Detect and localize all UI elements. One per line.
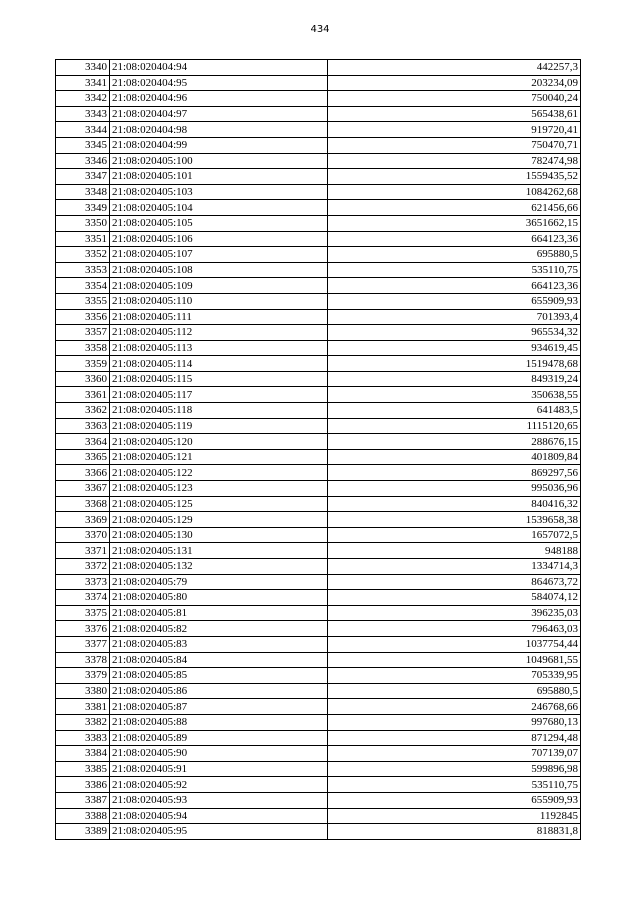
- cadastral-number-cell: 21:08:020405:92: [110, 777, 328, 793]
- table-row: [56, 200, 581, 216]
- cadastral-number-cell: 21:08:020404:96: [110, 91, 328, 107]
- row-number-cell: 3354: [56, 278, 110, 294]
- cadastral-value-cell: 796463,03: [328, 621, 581, 637]
- cadastral-value-cell: 655909,93: [328, 293, 581, 309]
- cadastral-number-cell: 21:08:020404:99: [110, 137, 328, 153]
- table-row: [56, 481, 581, 497]
- table-row: [56, 824, 581, 840]
- cadastral-number-cell: 21:08:020405:125: [110, 496, 328, 512]
- cadastral-value-cell: 442257,3: [328, 60, 581, 76]
- table-row: [56, 777, 581, 793]
- cadastral-value-cell: 750470,71: [328, 137, 581, 153]
- row-number-cell: 3376: [56, 621, 110, 637]
- row-number-cell: 3344: [56, 122, 110, 138]
- cadastral-number-cell: 21:08:020405:111: [110, 309, 328, 325]
- cadastral-number-cell: 21:08:020405:130: [110, 527, 328, 543]
- row-number-cell: 3375: [56, 605, 110, 621]
- table-row: [56, 465, 581, 481]
- table-row: [56, 418, 581, 434]
- table-row: [56, 356, 581, 372]
- table-row: [56, 512, 581, 528]
- cadastral-number-cell: 21:08:020405:90: [110, 746, 328, 762]
- cadastral-value-cell: 840416,32: [328, 496, 581, 512]
- row-number-cell: 3341: [56, 75, 110, 91]
- cadastral-value-cell: 707139,07: [328, 746, 581, 762]
- row-number-cell: 3379: [56, 668, 110, 684]
- row-number-cell: 3360: [56, 371, 110, 387]
- cadastral-value-cell: 535110,75: [328, 777, 581, 793]
- cadastral-number-cell: 21:08:020405:80: [110, 590, 328, 606]
- row-number-cell: 3371: [56, 543, 110, 559]
- row-number-cell: 3359: [56, 356, 110, 372]
- cadastral-value-cell: 1037754,44: [328, 636, 581, 652]
- cadastral-number-cell: 21:08:020405:129: [110, 512, 328, 528]
- table-row: [56, 169, 581, 185]
- cadastral-number-cell: 21:08:020405:86: [110, 683, 328, 699]
- cadastral-number-cell: 21:08:020405:79: [110, 574, 328, 590]
- row-number-cell: 3369: [56, 512, 110, 528]
- cadastral-number-cell: 21:08:020405:95: [110, 824, 328, 840]
- cadastral-number-cell: 21:08:020405:113: [110, 340, 328, 356]
- table-row: [56, 153, 581, 169]
- cadastral-number-cell: 21:08:020405:132: [110, 559, 328, 575]
- cadastral-value-cell: 995036,96: [328, 481, 581, 497]
- cadastral-value-cell: 584074,12: [328, 590, 581, 606]
- table-row: [56, 699, 581, 715]
- table-row: [56, 371, 581, 387]
- table-row: [56, 91, 581, 107]
- cadastral-value-cell: 849319,24: [328, 371, 581, 387]
- cadastral-value-cell: 1519478,68: [328, 356, 581, 372]
- table-row: [56, 590, 581, 606]
- cadastral-number-cell: 21:08:020405:118: [110, 403, 328, 419]
- table-row: [56, 746, 581, 762]
- cadastral-number-cell: 21:08:020405:85: [110, 668, 328, 684]
- cadastral-value-cell: 1192845: [328, 808, 581, 824]
- cadastral-number-cell: 21:08:020405:87: [110, 699, 328, 715]
- table-row: [56, 247, 581, 263]
- cadastral-value-cell: 782474,98: [328, 153, 581, 169]
- row-number-cell: 3380: [56, 683, 110, 699]
- cadastral-value-cell: 565438,61: [328, 106, 581, 122]
- row-number-cell: 3384: [56, 746, 110, 762]
- table-row: [56, 714, 581, 730]
- cadastral-value-cell: 695880,5: [328, 683, 581, 699]
- table-row: [56, 122, 581, 138]
- row-number-cell: 3388: [56, 808, 110, 824]
- table-row: [56, 293, 581, 309]
- cadastral-number-cell: 21:08:020405:94: [110, 808, 328, 824]
- table-row: [56, 278, 581, 294]
- cadastral-value-cell: 1334714,3: [328, 559, 581, 575]
- cadastral-number-cell: 21:08:020405:119: [110, 418, 328, 434]
- cadastral-value-cell: 934619,45: [328, 340, 581, 356]
- table-row: [56, 496, 581, 512]
- table-row: [56, 184, 581, 200]
- cadastral-number-cell: 21:08:020405:100: [110, 153, 328, 169]
- row-number-cell: 3373: [56, 574, 110, 590]
- cadastral-value-cell: 655909,93: [328, 792, 581, 808]
- table-row: [56, 636, 581, 652]
- cadastral-number-cell: 21:08:020405:117: [110, 387, 328, 403]
- cadastral-number-cell: 21:08:020405:131: [110, 543, 328, 559]
- cadastral-value-cell: 695880,5: [328, 247, 581, 263]
- cadastral-value-cell: 535110,75: [328, 262, 581, 278]
- cadastral-number-cell: 21:08:020404:95: [110, 75, 328, 91]
- cadastral-value-cell: 203234,09: [328, 75, 581, 91]
- cadastral-number-cell: 21:08:020404:98: [110, 122, 328, 138]
- cadastral-number-cell: 21:08:020405:108: [110, 262, 328, 278]
- row-number-cell: 3383: [56, 730, 110, 746]
- cadastral-value-cell: 818831,8: [328, 824, 581, 840]
- table-row: [56, 808, 581, 824]
- table-row: [56, 730, 581, 746]
- table-row: [56, 403, 581, 419]
- row-number-cell: 3348: [56, 184, 110, 200]
- row-number-cell: 3355: [56, 293, 110, 309]
- cadastral-number-cell: 21:08:020404:94: [110, 60, 328, 76]
- row-number-cell: 3362: [56, 403, 110, 419]
- cadastral-number-cell: 21:08:020405:114: [110, 356, 328, 372]
- cadastral-number-cell: 21:08:020405:81: [110, 605, 328, 621]
- cadastral-value-cell: 948188: [328, 543, 581, 559]
- table-row: [56, 60, 581, 76]
- table-row: [56, 325, 581, 341]
- cadastral-number-cell: 21:08:020405:112: [110, 325, 328, 341]
- table-row: [56, 543, 581, 559]
- table-row: [56, 106, 581, 122]
- row-number-cell: 3367: [56, 481, 110, 497]
- cadastral-number-cell: 21:08:020405:105: [110, 215, 328, 231]
- cadastral-number-cell: 21:08:020405:93: [110, 792, 328, 808]
- table-row: [56, 449, 581, 465]
- row-number-cell: 3352: [56, 247, 110, 263]
- table-row: [56, 605, 581, 621]
- cadastral-value-cell: 664123,36: [328, 278, 581, 294]
- cadastral-number-cell: 21:08:020405:83: [110, 636, 328, 652]
- table-row: [56, 231, 581, 247]
- table-row: [56, 309, 581, 325]
- cadastral-value-cell: 350638,55: [328, 387, 581, 403]
- table-row: [56, 574, 581, 590]
- cadastral-number-cell: 21:08:020405:84: [110, 652, 328, 668]
- row-number-cell: 3385: [56, 761, 110, 777]
- cadastral-value-cell: 1049681,55: [328, 652, 581, 668]
- row-number-cell: 3377: [56, 636, 110, 652]
- cadastral-value-cell: 599896,98: [328, 761, 581, 777]
- cadastral-value-cell: 919720,41: [328, 122, 581, 138]
- row-number-cell: 3347: [56, 169, 110, 185]
- row-number-cell: 3387: [56, 792, 110, 808]
- cadastral-number-cell: 21:08:020405:107: [110, 247, 328, 263]
- table-row: [56, 621, 581, 637]
- table-row: [56, 340, 581, 356]
- table-row: [56, 75, 581, 91]
- row-number-cell: 3370: [56, 527, 110, 543]
- row-number-cell: 3346: [56, 153, 110, 169]
- table-row: [56, 652, 581, 668]
- row-number-cell: 3342: [56, 91, 110, 107]
- cadastral-value-cell: 965534,32: [328, 325, 581, 341]
- row-number-cell: 3386: [56, 777, 110, 793]
- page-number: 434: [310, 24, 330, 35]
- row-number-cell: 3366: [56, 465, 110, 481]
- cadastral-value-cell: 705339,95: [328, 668, 581, 684]
- cadastral-number-cell: 21:08:020405:91: [110, 761, 328, 777]
- table-row: [56, 387, 581, 403]
- cadastral-value-cell: 396235,03: [328, 605, 581, 621]
- table-row: [56, 683, 581, 699]
- row-number-cell: 3349: [56, 200, 110, 216]
- cadastral-value-cell: 701393,4: [328, 309, 581, 325]
- table-row: [56, 559, 581, 575]
- cadastral-number-cell: 21:08:020405:88: [110, 714, 328, 730]
- row-number-cell: 3357: [56, 325, 110, 341]
- cadastral-value-cell: 401809,84: [328, 449, 581, 465]
- row-number-cell: 3389: [56, 824, 110, 840]
- row-number-cell: 3365: [56, 449, 110, 465]
- row-number-cell: 3381: [56, 699, 110, 715]
- cadastral-number-cell: 21:08:020405:104: [110, 200, 328, 216]
- cadastral-value-cell: 1559435,52: [328, 169, 581, 185]
- cadastral-value-cell: 871294,48: [328, 730, 581, 746]
- cadastral-number-cell: 21:08:020405:103: [110, 184, 328, 200]
- cadastral-number-cell: 21:08:020405:123: [110, 481, 328, 497]
- row-number-cell: 3345: [56, 137, 110, 153]
- row-number-cell: 3356: [56, 309, 110, 325]
- cadastral-value-cell: 664123,36: [328, 231, 581, 247]
- cadastral-value-cell: 1539658,38: [328, 512, 581, 528]
- cadastral-value-cell: 288676,15: [328, 434, 581, 450]
- row-number-cell: 3343: [56, 106, 110, 122]
- row-number-cell: 3368: [56, 496, 110, 512]
- cadastral-number-cell: 21:08:020405:106: [110, 231, 328, 247]
- cadastral-number-cell: 21:08:020405:82: [110, 621, 328, 637]
- cadastral-value-cell: 869297,56: [328, 465, 581, 481]
- row-number-cell: 3361: [56, 387, 110, 403]
- cadastral-number-cell: 21:08:020404:97: [110, 106, 328, 122]
- cadastral-value-cell: 997680,13: [328, 714, 581, 730]
- cadastral-value-table: [55, 59, 581, 840]
- row-number-cell: 3340: [56, 60, 110, 76]
- table-row: [56, 668, 581, 684]
- row-number-cell: 3358: [56, 340, 110, 356]
- row-number-cell: 3353: [56, 262, 110, 278]
- row-number-cell: 3350: [56, 215, 110, 231]
- cadastral-number-cell: 21:08:020405:115: [110, 371, 328, 387]
- table-row: [56, 434, 581, 450]
- cadastral-value-cell: 621456,66: [328, 200, 581, 216]
- cadastral-number-cell: 21:08:020405:120: [110, 434, 328, 450]
- row-number-cell: 3364: [56, 434, 110, 450]
- table-row: [56, 792, 581, 808]
- table-row: [56, 527, 581, 543]
- row-number-cell: 3382: [56, 714, 110, 730]
- cadastral-value-cell: 3651662,15: [328, 215, 581, 231]
- row-number-cell: 3351: [56, 231, 110, 247]
- table-body: [56, 60, 581, 840]
- table-row: [56, 137, 581, 153]
- cadastral-value-cell: 1115120,65: [328, 418, 581, 434]
- cadastral-number-cell: 21:08:020405:110: [110, 293, 328, 309]
- cadastral-value-cell: 641483,5: [328, 403, 581, 419]
- row-number-cell: 3372: [56, 559, 110, 575]
- table-row: [56, 761, 581, 777]
- table-row: [56, 262, 581, 278]
- row-number-cell: 3363: [56, 418, 110, 434]
- table-row: [56, 215, 581, 231]
- cadastral-number-cell: 21:08:020405:89: [110, 730, 328, 746]
- cadastral-value-cell: 750040,24: [328, 91, 581, 107]
- cadastral-value-cell: 864673,72: [328, 574, 581, 590]
- row-number-cell: 3378: [56, 652, 110, 668]
- cadastral-number-cell: 21:08:020405:101: [110, 169, 328, 185]
- cadastral-number-cell: 21:08:020405:122: [110, 465, 328, 481]
- cadastral-number-cell: 21:08:020405:109: [110, 278, 328, 294]
- cadastral-number-cell: 21:08:020405:121: [110, 449, 328, 465]
- row-number-cell: 3374: [56, 590, 110, 606]
- cadastral-value-cell: 1084262,68: [328, 184, 581, 200]
- cadastral-value-cell: 246768,66: [328, 699, 581, 715]
- cadastral-value-cell: 1657072,5: [328, 527, 581, 543]
